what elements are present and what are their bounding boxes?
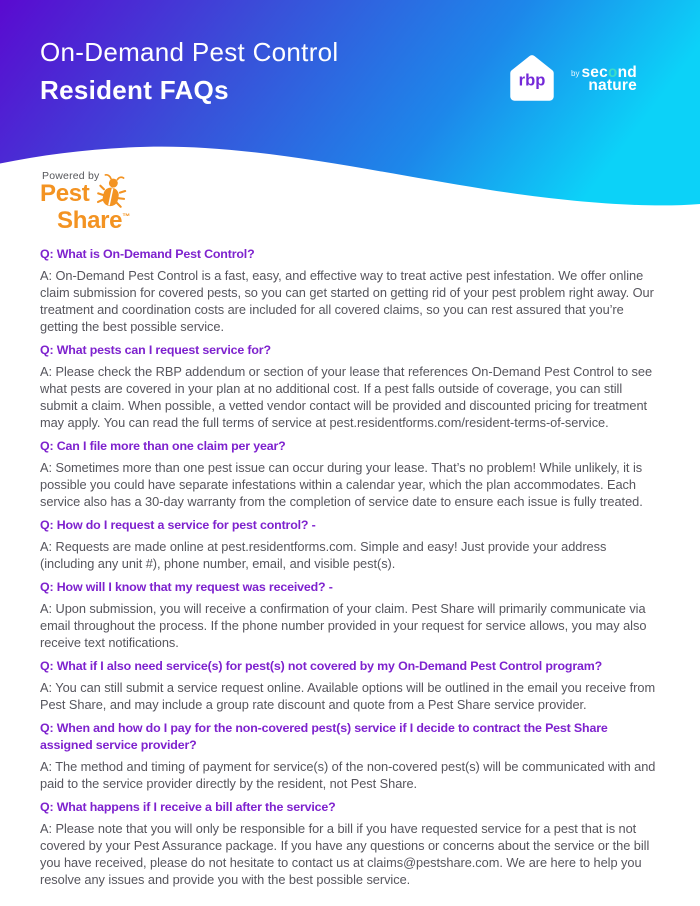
pestshare-logo <box>40 170 180 232</box>
faq-question: Q: How do I request a service for pest control? - <box>40 518 316 532</box>
pestshare-word-share: Share™ <box>57 207 130 234</box>
faq-answer: A: Please note that you will only be responsible for a bill if you have requested service for a pest that is not covered by your Pest Assurance package. If you have any questions or concerns about the service or the bill you have received, please do not hesitate to contact us at claims@pestshare.com. We are here to help you resolve any issues and provide you with the best possible service. <box>40 821 650 887</box>
faq-question: Q: Can I file more than one claim per year? <box>40 439 286 453</box>
faq-question: Q: What happens if I receive a bill after the service? <box>40 800 336 814</box>
faq-item <box>40 799 662 888</box>
faq-question: Q: What if I also need service(s) for pest(s) not covered by my On-Demand Pest Control program? <box>40 659 603 673</box>
faq-item <box>40 246 662 335</box>
rbp-badge-icon <box>502 49 562 109</box>
faq-list <box>0 230 700 895</box>
trademark-symbol: ™ <box>122 212 130 221</box>
rbp-monogram: rbp <box>518 70 546 90</box>
faq-item <box>40 342 662 431</box>
page-title: On-Demand Pest Control <box>40 37 339 67</box>
faq-answer: A: On-Demand Pest Control is a fast, easy, and effective way to treat active pest infestation. We offer online claim submission for covered pests, so you can get started on getting rid of your pest problem right away. Our treatment and coordination costs are included for all covered claims, so you can rest assured that you’re getting the best possible service. <box>40 268 654 334</box>
rbp-logo <box>502 49 637 109</box>
faq-answer: A: Requests are made online at pest.residentforms.com. Simple and easy! Just provide your address (including any unit #), phone number, email, and visible pest(s). <box>40 539 607 571</box>
faq-question: Q: When and how do I pay for the non-covered pest(s) service if I decide to contract the Pest Share assigned service provider? <box>40 721 608 752</box>
by-label: by <box>571 68 580 78</box>
faq-item <box>40 438 662 510</box>
faq-answer: A: The method and timing of payment for service(s) of the non-covered pest(s) will be communicated with and paid to the service provider directly by the resident, not Pest Share. <box>40 759 656 791</box>
faq-answer: A: You can still submit a service request online. Available options will be outlined in the email you receive from Pest Share, and may include a group rate discount and quote from a Pest Share service provider. <box>40 680 656 712</box>
faq-question: Q: How will I know that my request was received? - <box>40 580 333 594</box>
bug-icon <box>96 173 128 211</box>
brand-o-accent: o <box>607 63 618 81</box>
faq-question: Q: What pests can I request service for? <box>40 343 271 357</box>
pestshare-word-pest: Pest <box>40 180 90 207</box>
brand-nature: nature <box>588 77 637 94</box>
faq-question: Q: What is On-Demand Pest Control? <box>40 247 255 261</box>
faq-item <box>40 579 662 651</box>
faq-answer: A: Sometimes more than one pest issue can occur during your lease. That’s no problem! While unlikely, it is possible you could have separate infestations within a calendar year, which the plan accommodates. Each service also has a 30-day warranty from the completion of service date to ensure each issue is fully treated. <box>40 460 643 509</box>
faq-answer: A: Upon submission, you will receive a confirmation of your claim. Pest Share will primarily communicate via email throughout the process. If the phone number provided in your request for service allows, you may also receive text notifications. <box>40 601 647 650</box>
faq-item <box>40 517 662 572</box>
faq-item <box>40 658 662 713</box>
powered-by-label: Powered by <box>42 170 100 182</box>
faq-item <box>40 720 662 792</box>
brand-second: second <box>581 63 637 81</box>
second-nature-wordmark <box>571 63 637 94</box>
faq-answer: A: Please check the RBP addendum or section of your lease that references On-Demand Pest Control to see what pests are covered in your plan at no additional cost. If a pest falls outside of coverage, you can still submit a claim. When possible, a vetted vendor contact will be provided and discounted pricing for treatment may apply. You can read the full terms of service at pest.residentforms.com/resident-terms-of-service. <box>40 364 653 430</box>
page-subtitle: Resident FAQs <box>40 75 229 105</box>
